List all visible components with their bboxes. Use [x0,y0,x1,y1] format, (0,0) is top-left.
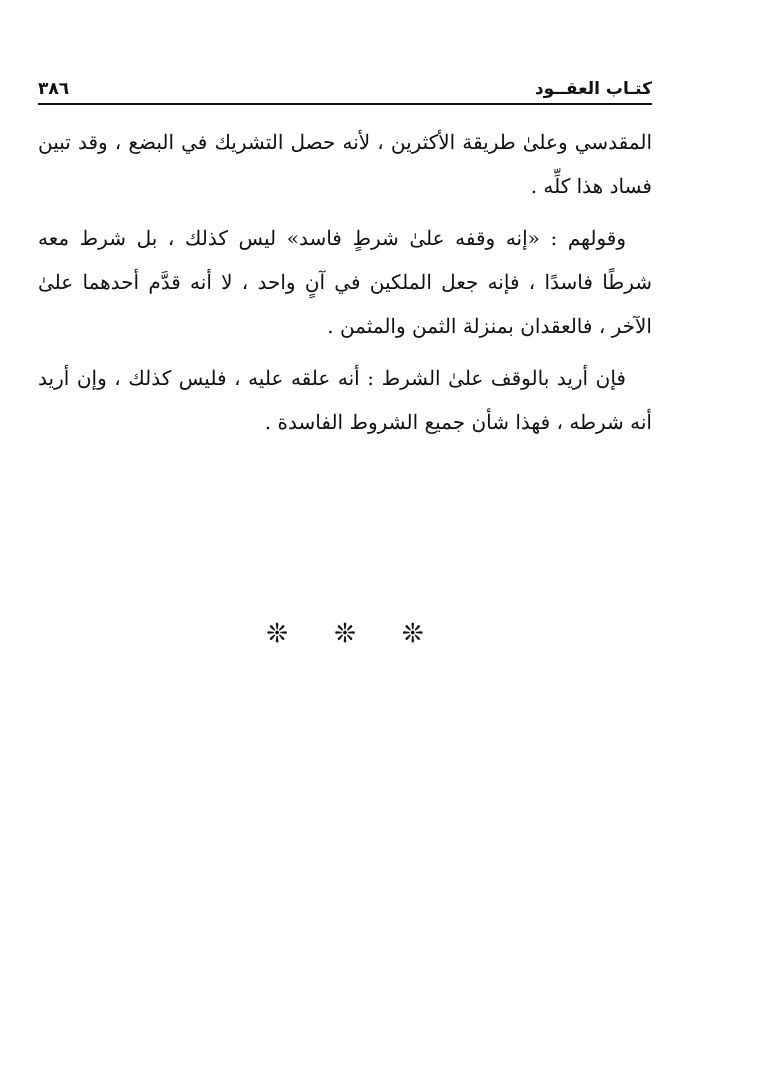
section-end-ornaments [38,614,652,654]
body-text [38,120,652,452]
running-title: كتـاب العقــود [534,79,652,99]
header-rule [38,103,652,105]
paragraph: المقدسي وعلىٰ طريقة الأكثرين ، لأنه حصل التشريك في البضع ، وقد تبين فساد هذا كلِّه . [38,130,652,198]
page-header [38,78,652,100]
paragraph: وقولهم : «إنه وقفه علىٰ شرطٍ فاسد» ليس كذلك ، بل شرط معه شرطًا فاسدًا ، فإنه جعل الملكين في آنٍ واحد ، لا أنه قدَّم أحدهما علىٰ الآخر ، فالعقدان بمنزلة الثمن والمثمن . [38,226,652,338]
asterism-ornament-icon: ❊ [266,619,289,649]
page-number: ٣٨٦ [38,79,70,99]
asterism-ornament-icon: ❊ [334,619,356,649]
asterism-ornament-icon: ❊ [401,619,424,649]
paragraph: فإن أريد بالوقف علىٰ الشرط : أنه علقه عليه ، فليس كذلك ، وإن أريد أنه شرطه ، فهذا شأن جميع الشروط الفاسدة . [38,366,652,434]
